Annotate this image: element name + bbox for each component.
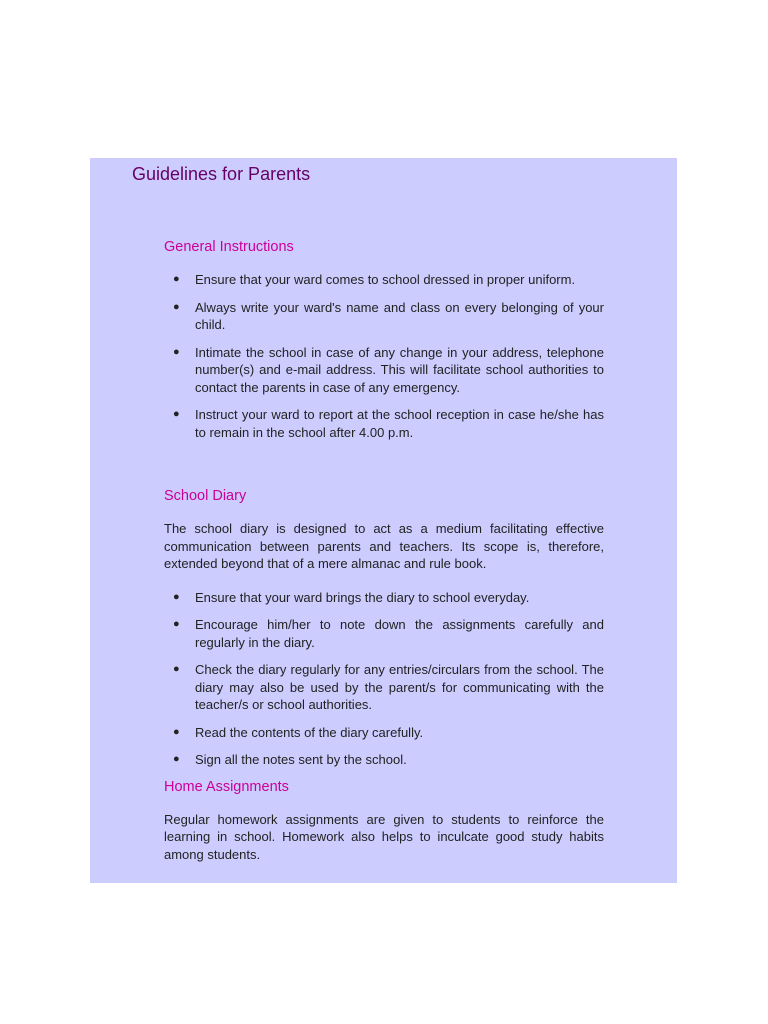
- list-item: [164, 299, 604, 334]
- bullet-icon: ●: [173, 345, 180, 358]
- list-item-text: Encourage him/her to note down the assignments carefully and regularly in the diary.: [195, 617, 604, 650]
- homework-intro-paragraph: Regular homework assignments are given to students to reinforce the learning in school. Homework also helps to inculcate good study habits among students.: [164, 811, 604, 862]
- section-heading-homework: Home Assignments: [164, 778, 289, 795]
- section-heading-diary: School Diary: [164, 488, 247, 504]
- bullet-icon: ●: [173, 300, 180, 313]
- list-item: [164, 589, 604, 607]
- list-item-text: Sign all the notes sent by the school.: [195, 752, 407, 767]
- bullet-icon: ●: [173, 663, 180, 675]
- bullet-icon: ●: [173, 590, 180, 603]
- list-item: [164, 616, 604, 651]
- bullet-icon: ●: [173, 273, 180, 285]
- list-item-text: Intimate the school in case of any change in your address, telephone number(s) and e-mail address. This will facilitate school authorities to contact the parents in case of any emergency.: [195, 344, 604, 395]
- list-item: [164, 751, 604, 769]
- list-item: [164, 344, 604, 397]
- list-item-text: Read the contents of the diary carefully.: [195, 724, 424, 740]
- list-item-text: Ensure that your ward comes to school dressed in proper uniform.: [195, 272, 576, 287]
- bullet-icon: ●: [173, 408, 180, 420]
- diary-intro-paragraph: The school diary is designed to act as a medium facilitating effective communication between parents and teachers. Its scope is, therefore, extended beyond that of a mere almanac and rule book.: [164, 521, 604, 571]
- page-title: Guidelines for Parents: [132, 164, 311, 184]
- list-item-text: Instruct your ward to report at the school reception in case he/she has to remain in the school after 4.00 p.m.: [195, 407, 604, 440]
- list-item-text: Ensure that your ward brings the diary to school everyday.: [195, 589, 530, 605]
- general-instructions-list: [164, 271, 604, 441]
- school-diary-list: [164, 589, 604, 769]
- list-item-text: Always write your ward's name and class on every belonging of your child.: [195, 299, 604, 332]
- section-heading-general: General Instructions: [164, 239, 294, 255]
- list-item: [164, 406, 604, 441]
- guidelines-panel: [90, 158, 677, 883]
- guidelines-content: [164, 238, 604, 863]
- bullet-icon: ●: [173, 753, 180, 765]
- list-item: [164, 271, 604, 289]
- list-item: [164, 724, 604, 742]
- bullet-icon: ●: [173, 618, 180, 630]
- list-item: [164, 661, 604, 714]
- list-item-text: Check the diary regularly for any entries/circulars from the school. The diary may also be used by the parent/s for communicating with the teacher/s or school authorities.: [195, 662, 604, 712]
- bullet-icon: ●: [173, 725, 180, 738]
